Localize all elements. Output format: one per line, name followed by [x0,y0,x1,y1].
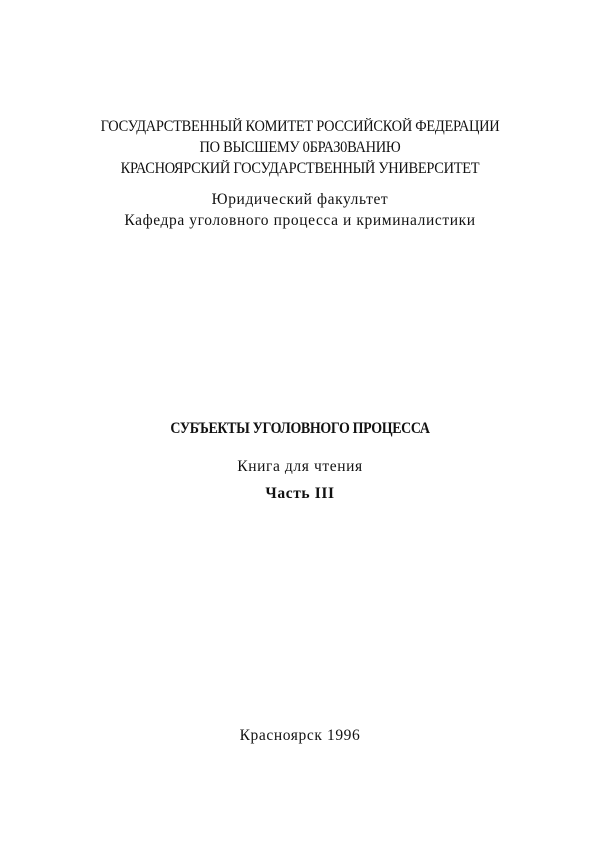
book-subtitle: Книга для чтения [237,458,363,475]
faculty-name: Юридический факультет [211,191,389,208]
university-name: КРАСНОЯРСКИЙ ГОСУДАРСТВЕННЫЙ УНИВЕРСИТЕТ [120,160,480,177]
ministry-line-1: ГОСУДАРСТВЕННЫЙ КОМИТЕТ РОССИЙСКОЙ ФЕДЕРАЦИИ [100,118,500,135]
chair-name: Кафедра уголовного процесса и криминалистики [124,212,476,229]
book-part: Часть III [265,485,335,502]
book-title: СУБЪЕКТЫ УГОЛОВНОГО ПРОЦЕССА [170,420,430,437]
imprint-city-year: Красноярск 1996 [239,727,361,744]
ministry-line-2: ПО ВЫСШЕМУ 0БРАЗ0ВАНИЮ [199,139,401,156]
